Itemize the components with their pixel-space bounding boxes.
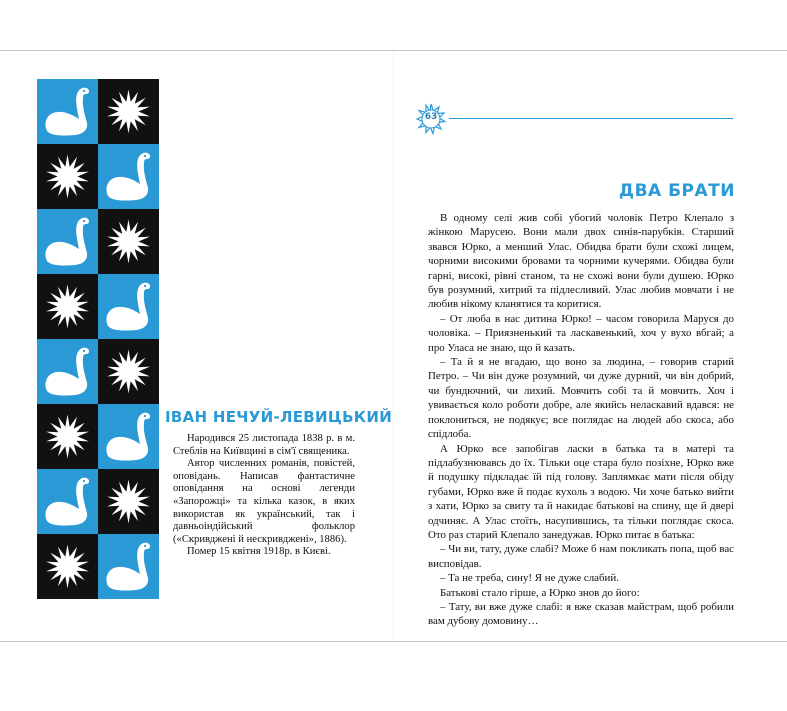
author-name: ІВАН НЕЧУЙ-ЛЕВИЦЬКИЙ (165, 408, 393, 426)
swan-icon (98, 274, 159, 339)
sun-icon (37, 404, 98, 469)
swan-ornament-panel (37, 79, 159, 599)
ornament-tile (98, 274, 159, 339)
ornament-tile (98, 339, 159, 404)
sun-icon (98, 469, 159, 534)
story-paragraph: – Тату, ви вже дуже слабі: я вже сказав майстрам, щоб робили вам дубову домовину… (428, 600, 734, 628)
sun-icon (37, 534, 98, 599)
story-text (428, 211, 734, 629)
ornament-tile (98, 404, 159, 469)
bio-paragraph: Помер 15 квітня 1918р. в Києві. (187, 546, 331, 558)
story-paragraph: В одному селі жив собі убогий чоловік Петро Клепало з жінкою Марусею. Вони мали двох синів-парубків. Старший звався Юрко, а менший Улас. Обидва брати були схожі лицем, чорними високими бровами та чорними кучерями. Обидва були гарні, високі, рівні станом, та не схожі вони були душею. Юрко був розумний, хитрий та підлесливий. Улас любив мовчати і не любив нікому кланятися та коритися. (428, 212, 734, 311)
ornament-tile (37, 79, 98, 144)
bio-paragraph: Народився 25 листопада 1838 р. в м. Стеблів на Київщині в сім'ї священика. (173, 433, 355, 457)
ornament-tile (37, 274, 98, 339)
sun-icon (37, 144, 98, 209)
ornament-tile (98, 209, 159, 274)
page-number: 63 (424, 112, 438, 122)
swan-icon (37, 209, 98, 274)
ornament-tile (98, 534, 159, 599)
page-fold (393, 51, 394, 641)
ornament-tile (37, 404, 98, 469)
swan-icon (37, 79, 98, 144)
ornament-tile (37, 534, 98, 599)
swan-icon (98, 404, 159, 469)
story-paragraph: – Та й я не вгадаю, що воно за людина, – говорив старий Петро. – Чи він дуже розумний, чи дуже дурний, чи він добрий, чи бундючний, чи лихий. Мовчить собі та й мовчить. Хоч і увивається коло роботи добре, але якийсь неласкавий вдався: не поклониться, не подякує; все поглядає на людей або скоса, або спідлоба. (428, 356, 734, 441)
book-spread (0, 50, 787, 642)
ornament-tile (98, 79, 159, 144)
swan-icon (37, 469, 98, 534)
page-number-badge (415, 103, 447, 135)
sun-icon (98, 209, 159, 274)
story-paragraph: – Та не треба, сину! Я не дуже слабий. (440, 572, 619, 585)
ornament-tile (37, 469, 98, 534)
bio-paragraph: Автор численних романів, повістей, оповідань. Написав фантастичне оповідання на основі легенди «Запорожці» та кілька казок, в яких використав як український, так і давньоіндійський фольклор («Скривджені й нескривджені», 1886). (173, 458, 355, 545)
sun-icon (98, 79, 159, 144)
ornament-tile (98, 144, 159, 209)
ornament-tile (98, 469, 159, 534)
ornament-tile (37, 144, 98, 209)
story-paragraph: Батькові стало гірше, а Юрко знов до його: (440, 586, 640, 599)
swan-icon (98, 144, 159, 209)
story-title: ДВА БРАТИ (618, 181, 735, 201)
sun-icon (98, 339, 159, 404)
author-bio (173, 433, 355, 559)
swan-icon (37, 339, 98, 404)
story-paragraph: А Юрко все запобігав ласки в батька та в матері та підлабузнювавсь до їх. Тільки оце стара було позіхне, Юрко вже й подушку підкладає їй під голову. Заплямкає мати після обіду губами, Юрко вже й подає кухоль з водою. Чи хоче батько вийти з хати, Юрко за свиту та й накидає батькові на спину, ще й двері одчиняє. А Улас стоїть, насупившись, та тільки поглядає скоса. Ото раз старий Клепало занедужав. Юрко питає в батька: (428, 442, 734, 541)
ornament-tile (37, 339, 98, 404)
ornament-tile (37, 209, 98, 274)
swan-icon (98, 534, 159, 599)
sun-icon (37, 274, 98, 339)
story-paragraph: – Чи ви, тату, дуже слабі? Може б нам покликать попа, щоб вас висповідав. (428, 543, 734, 570)
header-rule (449, 118, 733, 119)
story-paragraph: – От люба в нас дитина Юрко! – часом говорила Маруся до чоловіка. – Приязненький та ласкавенький, хоч у вухо вбгай; а про Уласа не знаю, що й казать. (428, 312, 734, 354)
